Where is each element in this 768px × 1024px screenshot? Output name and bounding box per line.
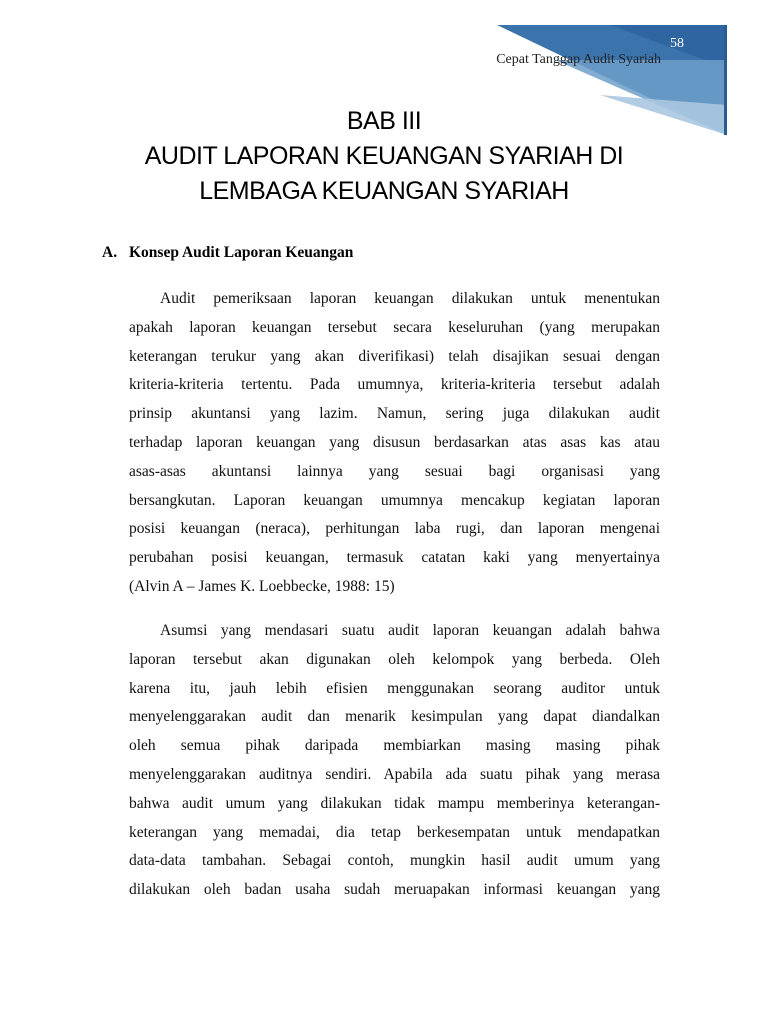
running-header: Cepat Tanggap Audit Syariah <box>496 52 661 67</box>
paragraph-line: prinsip akuntansi yang lazim. Namun, sering juga dilakukan audit <box>129 405 660 423</box>
paragraph-line: dilakukan oleh badan usaha sudah meruapakan informasi keuangan yang <box>129 881 660 899</box>
section-title: Konsep Audit Laporan Keuangan <box>129 244 354 261</box>
paragraph-line: karena itu, jauh lebih efisien menggunakan seorang auditor untuk <box>129 679 660 697</box>
paragraph-line: terhadap laporan keuangan yang disusun berdasarkan atas asas kas atau <box>129 433 660 451</box>
paragraph-line: kriteria-kriteria tertentu. Pada umumnya, kriteria-kriteria tersebut adalah <box>129 376 660 394</box>
paragraph-line: menyelenggarakan auditnya sendiri. Apabila ada suatu pihak yang merasa <box>129 765 660 783</box>
paragraph-line: bahwa audit umum yang dilakukan tidak mampu memberinya keterangan- <box>129 794 660 812</box>
paragraph-line: keterangan terukur yang akan diverifikasi) telah disajikan sesuai dengan <box>129 347 660 365</box>
section-label: A. <box>102 244 118 261</box>
paragraph-1 <box>129 285 660 602</box>
chapter-title-line-1: AUDIT LAPORAN KEUANGAN SYARIAH DI <box>144 142 624 170</box>
paragraph-line: laporan tersebut akan digunakan oleh kelompok yang berbeda. Oleh <box>129 650 660 668</box>
paragraph-line: posisi keuangan (neraca), perhitungan laba rugi, dan laporan mengenai <box>129 520 660 538</box>
paragraph-2 <box>129 617 660 905</box>
paragraph-line: keterangan yang memadai, dia tetap berkesempatan untuk mendapatkan <box>129 823 660 841</box>
paragraph-line: bersangkutan. Laporan keuangan umumnya mencakup kegiatan laporan <box>129 491 660 509</box>
paragraph-line: Asumsi yang mendasari suatu audit laporan keuangan adalah bahwa <box>160 622 660 639</box>
paragraph-line: menyelenggarakan audit dan menarik kesimpulan yang dapat diandalkan <box>129 708 660 726</box>
paragraph-line: Audit pemeriksaan laporan keuangan dilakukan untuk menentukan <box>160 290 660 307</box>
paragraph-line: perubahan posisi keuangan, termasuk catatan kaki yang menyertainya <box>129 549 660 567</box>
chapter-title <box>0 104 768 209</box>
section-heading <box>102 244 353 262</box>
paragraph-line: apakah laporan keuangan tersebut secara keseluruhan (yang merupakan <box>129 318 660 336</box>
paragraph-line: asas-asas akuntansi lainnya yang sesuai bagi organisasi yang <box>129 462 660 480</box>
chapter-title-line-2: LEMBAGA KEUANGAN SYARIAH <box>199 177 569 205</box>
page-number: 58 <box>670 36 684 51</box>
paragraph-line: oleh semua pihak daripada membiarkan masing masing pihak <box>129 737 660 755</box>
paragraph-line: data-data tambahan. Sebagai contoh, mungkin hasil audit umum yang <box>129 852 660 870</box>
paragraph-line: (Alvin A – James K. Loebbecke, 1988: 15) <box>129 577 395 595</box>
chapter-number: BAB III <box>346 107 422 135</box>
